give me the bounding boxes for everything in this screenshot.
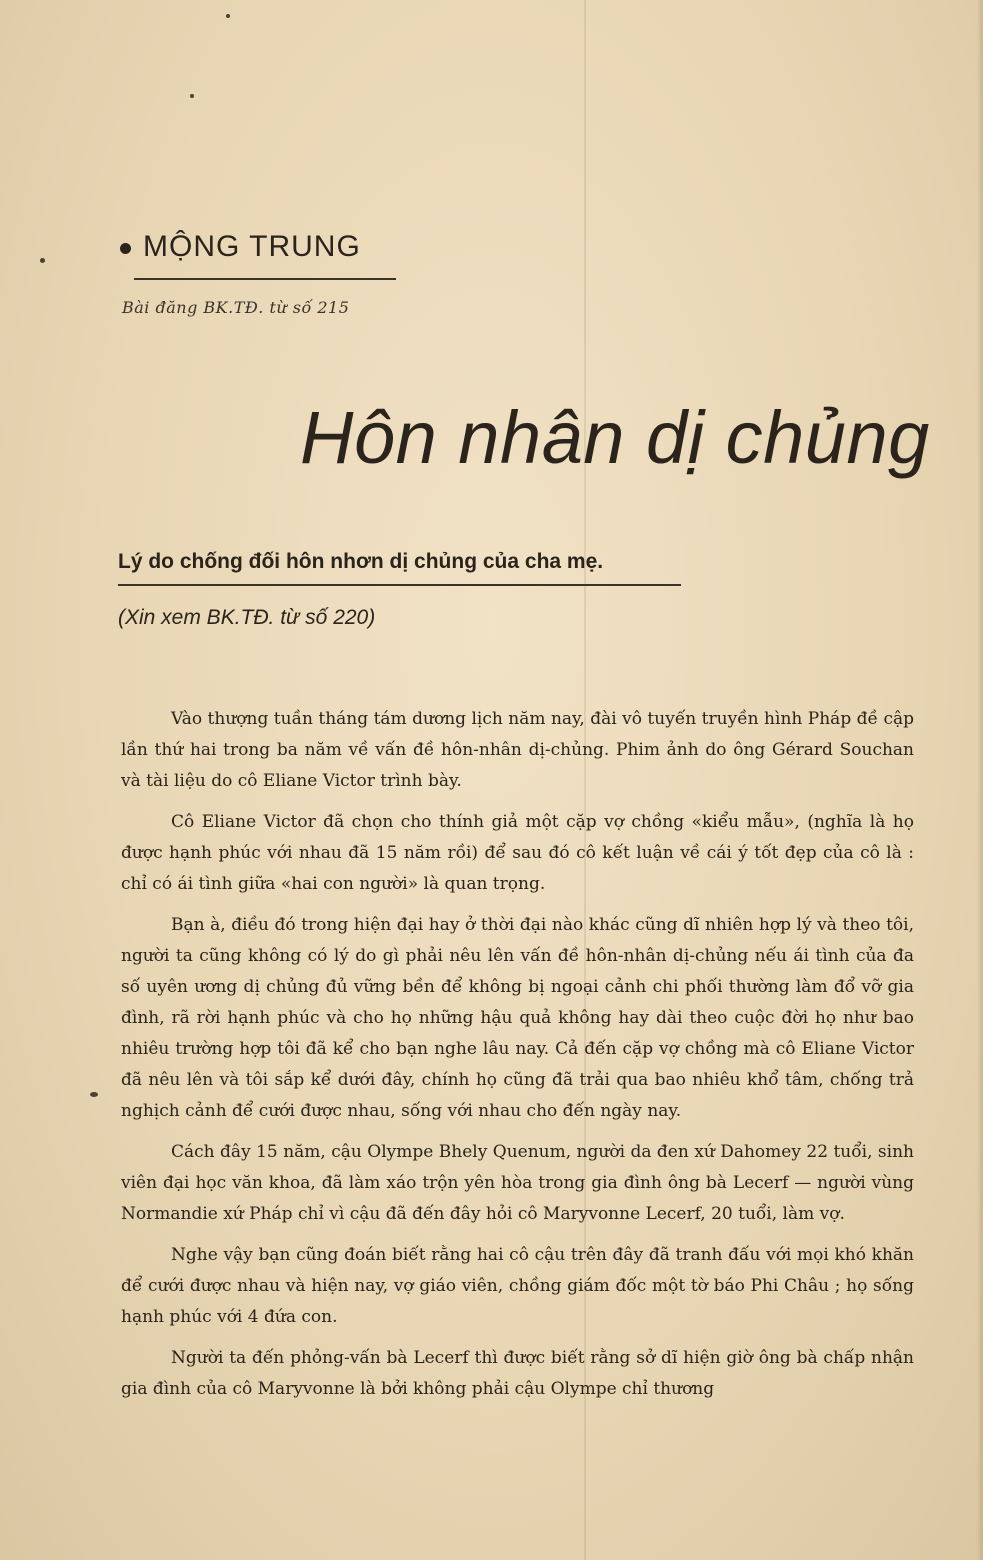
article-title: Hôn nhân dị chủng — [300, 396, 930, 479]
cross-reference: (Xin xem BK.TĐ. từ số 220) — [118, 606, 376, 629]
paragraph: Cách đây 15 năm, cậu Olympe Bhely Quenum, người da đen xứ Dahomey 22 tuổi, sinh viên đại học văn khoa, đã làm xáo trộn yên hòa trong gia đình ông bà Lecerf — người vùng Normandie xứ Pháp chỉ vì cậu đã đến đây hỏi cô Maryvonne Lecerf, 20 tuổi, làm vợ. — [121, 1142, 914, 1224]
ink-speck — [90, 1092, 98, 1097]
author-byline — [120, 230, 361, 264]
author-name: MỘNG TRUNG — [143, 230, 361, 263]
source-note: Bài đăng BK.TĐ. từ số 215 — [122, 298, 350, 317]
paragraph: Người ta đến phỏng-vấn bà Lecerf thì được biết rằng sở dĩ hiện giờ ông bà chấp nhận gia đình của cô Maryvonne là bởi không phải cậu Olympe chỉ thương — [121, 1348, 914, 1399]
bullet-icon — [120, 243, 131, 254]
ink-speck — [226, 14, 230, 18]
ink-speck — [40, 258, 45, 263]
paragraph: Cô Eliane Victor đã chọn cho thính giả một cặp vợ chồng «kiểu mẫu», (nghĩa là họ được hạnh phúc với nhau đã 15 năm rồi) để sau đó cô kết luận về cái ý tốt đẹp của cô là : chỉ có ái tình giữa «hai con người» là quan trọng. — [121, 812, 914, 894]
author-underline — [134, 278, 396, 280]
paragraph: Vào thượng tuần tháng tám dương lịch năm nay, đài vô tuyến truyền hình Pháp đề cập lần thứ hai trong ba năm về vấn đề hôn-nhân dị-chủng. Phim ảnh do ông Gérard Souchan và tài liệu do cô Eliane Victor trình bày. — [121, 709, 914, 791]
ink-speck — [190, 94, 194, 98]
article-body — [121, 704, 914, 1415]
paragraph: Bạn à, điều đó trong hiện đại hay ở thời đại nào khác cũng dĩ nhiên hợp lý và theo tôi, người ta cũng không có lý do gì phải nêu lên vấn đề hôn-nhân dị-chủng nếu ái tình của đa số uyên ương dị chủng đủ vững bền để không bị ngoại cảnh chi phối thường làm đổ vỡ gia đình, rã rời hạnh phúc và cho họ những hậu quả không hay dài theo cuộc đời họ như bao nhiêu trường hợp tôi đã kể cho bạn nghe lâu nay. Cả đến cặp vợ chồng mà cô Eliane Victor đã nêu lên và tôi sắp kể dưới đây, chính họ cũng đã trải qua bao nhiêu khổ tâm, chống trả nghịch cảnh để cưới được nhau, sống với nhau cho đến ngày nay. — [121, 915, 914, 1121]
subtitle-underline — [118, 584, 681, 586]
page-edge-shadow — [977, 0, 983, 1560]
article-subtitle: Lý do chống đối hôn nhơn dị chủng của cha mẹ. — [118, 550, 604, 573]
paragraph: Nghe vậy bạn cũng đoán biết rằng hai cô cậu trên đây đã tranh đấu với mọi khó khăn để cưới được nhau và hiện nay, vợ giáo viên, chồng giám đốc một tờ báo Phi Châu ; họ sống hạnh phúc với 4 đứa con. — [121, 1245, 914, 1327]
